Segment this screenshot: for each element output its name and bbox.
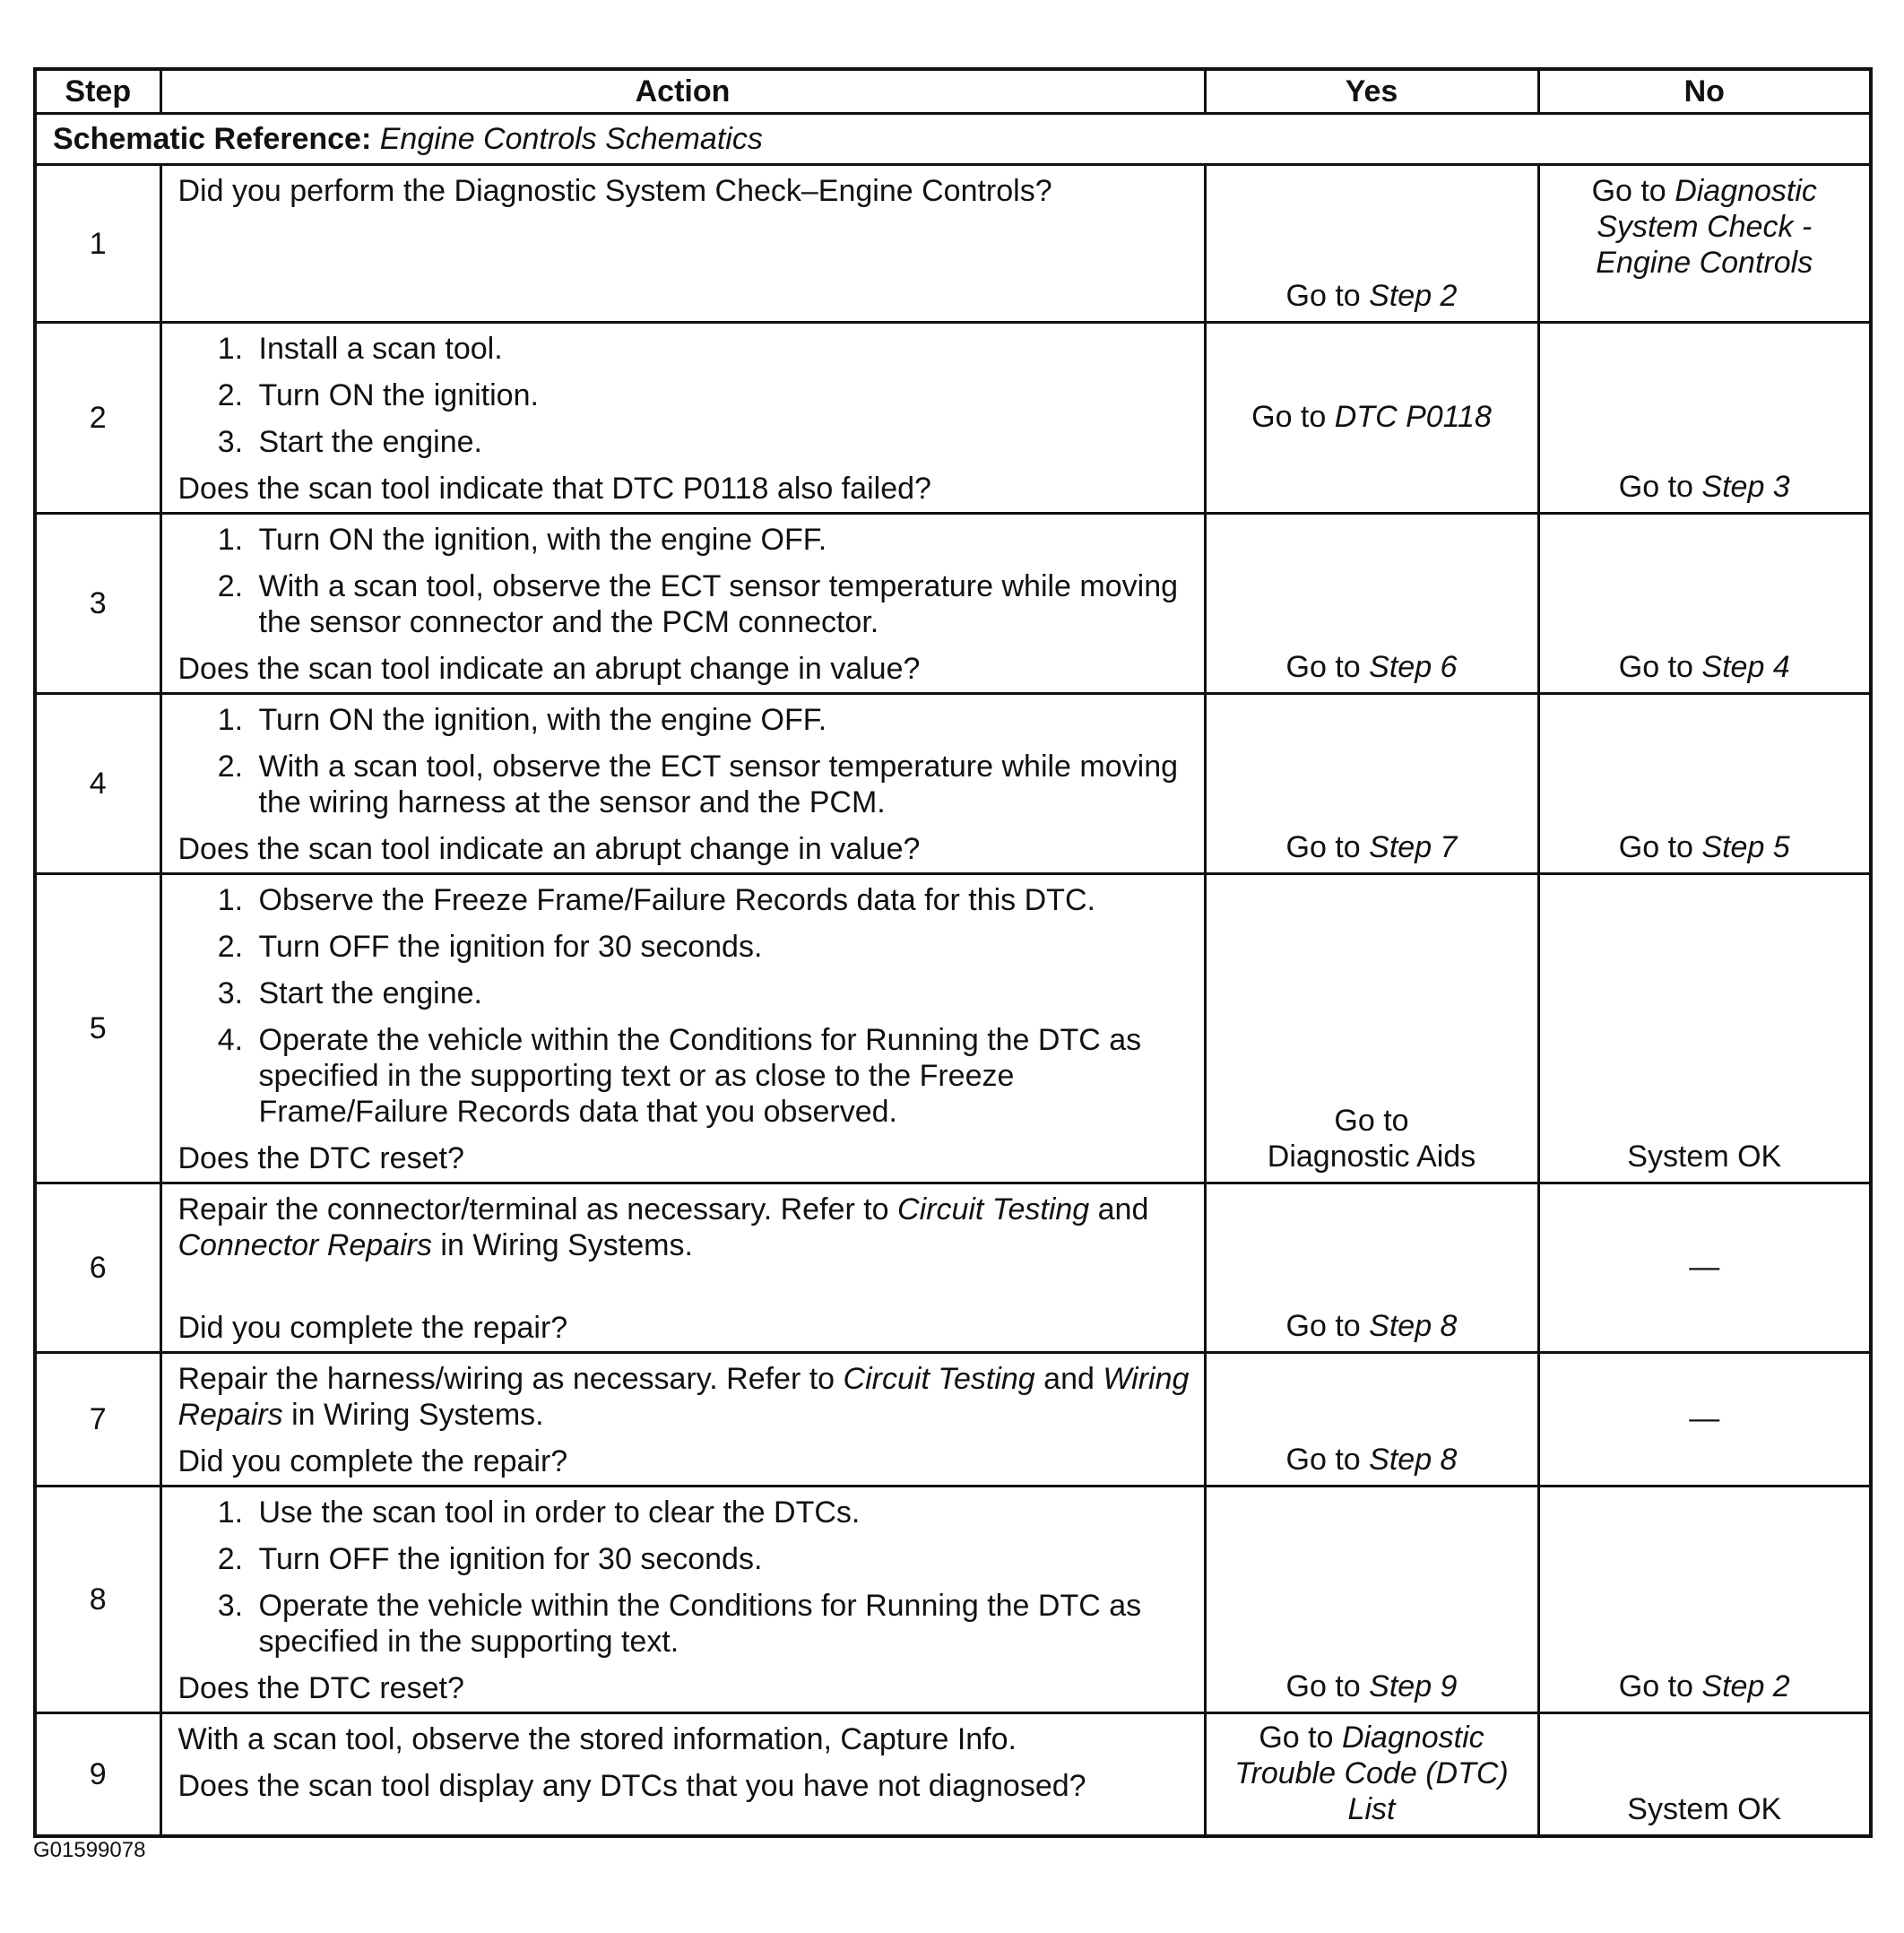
yes-cell — [1205, 1713, 1538, 1837]
schematic-reference-label: Schematic Reference: — [53, 122, 372, 156]
action-step: 2. With a scan tool, observe the ECT sensor temperature while moving the wiring harness at the sensor and the PCM. — [252, 749, 1191, 820]
yes-cell — [1205, 323, 1538, 514]
go-to-label: Go to — [1618, 830, 1693, 864]
action-text-part: and — [1034, 1362, 1103, 1396]
action-text: With a scan tool, observe the stored information, Capture Info. — [177, 1722, 1017, 1756]
no-cell — [1538, 1183, 1871, 1353]
table-row — [35, 323, 1871, 514]
no-link[interactable]: Engine Controls — [1596, 246, 1813, 280]
yes-link[interactable]: Diagnostic Aids — [1267, 1140, 1476, 1174]
action-step: 1. Turn ON the ignition, with the engine OFF. — [252, 702, 1191, 738]
action-cell — [160, 323, 1205, 514]
yes-link[interactable]: Step 6 — [1369, 650, 1458, 684]
no-link[interactable]: Step 3 — [1701, 470, 1790, 504]
header-action: Action — [160, 69, 1205, 114]
action-step: 3. Start the engine. — [252, 975, 1191, 1011]
step-number: 1 — [35, 165, 160, 323]
no-result: — — [1689, 1401, 1720, 1435]
action-step: 3. Start the engine. — [252, 424, 1191, 460]
action-step: 1. Install a scan tool. — [252, 331, 1191, 367]
action-question: Does the scan tool indicate an abrupt change in value? — [177, 832, 921, 866]
yes-cell — [1205, 1487, 1538, 1713]
header-row — [35, 69, 1871, 114]
action-step: 2. With a scan tool, observe the ECT sensor temperature while moving the sensor connector and the PCM connector. — [252, 568, 1191, 640]
reference-link[interactable]: Circuit Testing — [843, 1362, 1035, 1396]
action-cell — [160, 694, 1205, 874]
step-number: 5 — [35, 874, 160, 1183]
table-row — [35, 514, 1871, 694]
no-cell — [1538, 323, 1871, 514]
step-number: 3 — [35, 514, 160, 694]
action-question: Does the scan tool indicate that DTC P0118 also failed? — [177, 472, 931, 506]
action-steps — [178, 522, 1191, 640]
yes-cell — [1205, 165, 1538, 323]
action-question: Did you perform the Diagnostic System Check–Engine Controls? — [177, 174, 1052, 208]
go-to-label: Go to — [1259, 1721, 1334, 1755]
no-cell — [1538, 694, 1871, 874]
no-cell — [1538, 874, 1871, 1183]
yes-cell — [1205, 694, 1538, 874]
yes-cell — [1205, 514, 1538, 694]
no-result: — — [1689, 1250, 1720, 1284]
action-question: Does the DTC reset? — [177, 1671, 464, 1705]
action-text — [178, 1192, 1191, 1263]
no-cell — [1538, 514, 1871, 694]
figure-id: G01599078 — [33, 1838, 146, 1862]
yes-cell — [1205, 1183, 1538, 1353]
go-to-label: Go to — [1618, 470, 1693, 504]
reference-link[interactable]: Circuit Testing — [897, 1192, 1090, 1227]
yes-link[interactable]: Step 7 — [1369, 830, 1458, 864]
go-to-label: Go to — [1285, 830, 1361, 864]
no-cell — [1538, 165, 1871, 323]
yes-link[interactable]: Trouble Code (DTC) — [1234, 1756, 1509, 1790]
action-text — [178, 1361, 1191, 1433]
go-to-label: Go to — [1251, 400, 1327, 434]
schematic-reference-link[interactable]: Engine Controls Schematics — [379, 122, 763, 156]
no-cell — [1538, 1487, 1871, 1713]
action-text-part: Repair the connector/terminal as necessary. Refer to — [177, 1192, 898, 1227]
action-question: Did you complete the repair? — [177, 1311, 568, 1345]
reference-link[interactable]: Wiring Repairs — [177, 1362, 1190, 1432]
action-cell — [160, 165, 1205, 323]
yes-link[interactable]: List — [1347, 1792, 1396, 1826]
header-no: No — [1538, 69, 1871, 114]
go-to-label: Go to — [1285, 279, 1361, 313]
action-cell — [160, 1183, 1205, 1353]
step-number: 2 — [35, 323, 160, 514]
action-question: Does the scan tool indicate an abrupt change in value? — [177, 652, 921, 686]
action-cell — [160, 1353, 1205, 1487]
go-to-label: Go to — [1285, 1669, 1361, 1703]
action-cell — [160, 1713, 1205, 1837]
action-cell — [160, 514, 1205, 694]
no-link[interactable]: Step 2 — [1701, 1669, 1790, 1703]
step-number: 4 — [35, 694, 160, 874]
action-step: 2. Turn OFF the ignition for 30 seconds. — [252, 1541, 1191, 1577]
no-result: System OK — [1627, 1140, 1782, 1174]
action-step: 2. Turn ON the ignition. — [252, 377, 1191, 413]
yes-link[interactable]: Step 8 — [1369, 1309, 1458, 1343]
action-steps — [178, 1495, 1191, 1660]
action-step: 1. Turn ON the ignition, with the engine OFF. — [252, 522, 1191, 558]
table-row — [35, 874, 1871, 1183]
no-link[interactable]: System Check - — [1597, 210, 1813, 244]
action-step: 1. Use the scan tool in order to clear the DTCs. — [252, 1495, 1191, 1530]
yes-link[interactable]: Step 2 — [1369, 279, 1458, 313]
no-cell — [1538, 1713, 1871, 1837]
no-cell — [1538, 1353, 1871, 1487]
yes-link[interactable]: Step 9 — [1369, 1669, 1458, 1703]
step-number: 7 — [35, 1353, 160, 1487]
diagnostic-table — [33, 67, 1873, 1838]
reference-link[interactable]: Connector Repairs — [177, 1228, 432, 1262]
yes-link[interactable]: Diagnostic — [1341, 1721, 1484, 1755]
step-number: 9 — [35, 1713, 160, 1837]
no-link[interactable]: Step 5 — [1701, 830, 1790, 864]
schematic-reference — [35, 114, 1871, 165]
action-step: 2. Turn OFF the ignition for 30 seconds. — [252, 929, 1191, 965]
schematic-reference-row — [35, 114, 1871, 165]
yes-link[interactable]: DTC P0118 — [1334, 400, 1492, 434]
table-row — [35, 1713, 1871, 1837]
yes-cell — [1205, 874, 1538, 1183]
go-to-label: Go to — [1618, 1669, 1693, 1703]
go-to-label: Go to — [1591, 174, 1666, 208]
go-to-label: Go to — [1285, 650, 1361, 684]
no-result: System OK — [1627, 1792, 1782, 1826]
no-link[interactable]: Step 4 — [1701, 650, 1790, 684]
table-row — [35, 165, 1871, 323]
yes-cell — [1205, 1353, 1538, 1487]
table-row — [35, 1353, 1871, 1487]
action-steps — [178, 882, 1191, 1130]
action-steps — [178, 702, 1191, 820]
action-steps — [178, 331, 1191, 460]
header-step: Step — [35, 69, 160, 114]
step-number: 6 — [35, 1183, 160, 1353]
action-text-part: Repair the harness/wiring as necessary. Refer to — [177, 1362, 844, 1396]
go-to-label: Go to — [1618, 650, 1693, 684]
action-step: 4. Operate the vehicle within the Conditions for Running the DTC as specified in the supporting text or as close to the Freeze Frame/Failure Records data that you observed. — [252, 1022, 1191, 1130]
go-to-label: Go to — [1285, 1309, 1361, 1343]
action-cell — [160, 874, 1205, 1183]
action-cell — [160, 1487, 1205, 1713]
action-step: 1. Observe the Freeze Frame/Failure Records data for this DTC. — [252, 882, 1191, 918]
action-text-part: and — [1089, 1192, 1149, 1227]
action-text-part: in Wiring Systems. — [431, 1228, 693, 1262]
action-step: 3. Operate the vehicle within the Conditions for Running the DTC as specified in the supporting text. — [252, 1588, 1191, 1660]
no-link[interactable]: Diagnostic — [1675, 174, 1817, 208]
go-to-label: Go to — [1285, 1443, 1361, 1477]
action-question: Does the scan tool display any DTCs that you have not diagnosed? — [177, 1769, 1086, 1803]
action-text-part: in Wiring Systems. — [282, 1398, 544, 1432]
go-to-label: Go to — [1334, 1104, 1409, 1138]
action-question: Does the DTC reset? — [177, 1141, 464, 1175]
step-number: 8 — [35, 1487, 160, 1713]
table-row — [35, 694, 1871, 874]
action-question: Did you complete the repair? — [177, 1444, 568, 1478]
yes-link[interactable]: Step 8 — [1369, 1443, 1458, 1477]
spacer — [178, 1274, 1191, 1310]
table-row — [35, 1183, 1871, 1353]
header-yes: Yes — [1205, 69, 1538, 114]
table-row — [35, 1487, 1871, 1713]
